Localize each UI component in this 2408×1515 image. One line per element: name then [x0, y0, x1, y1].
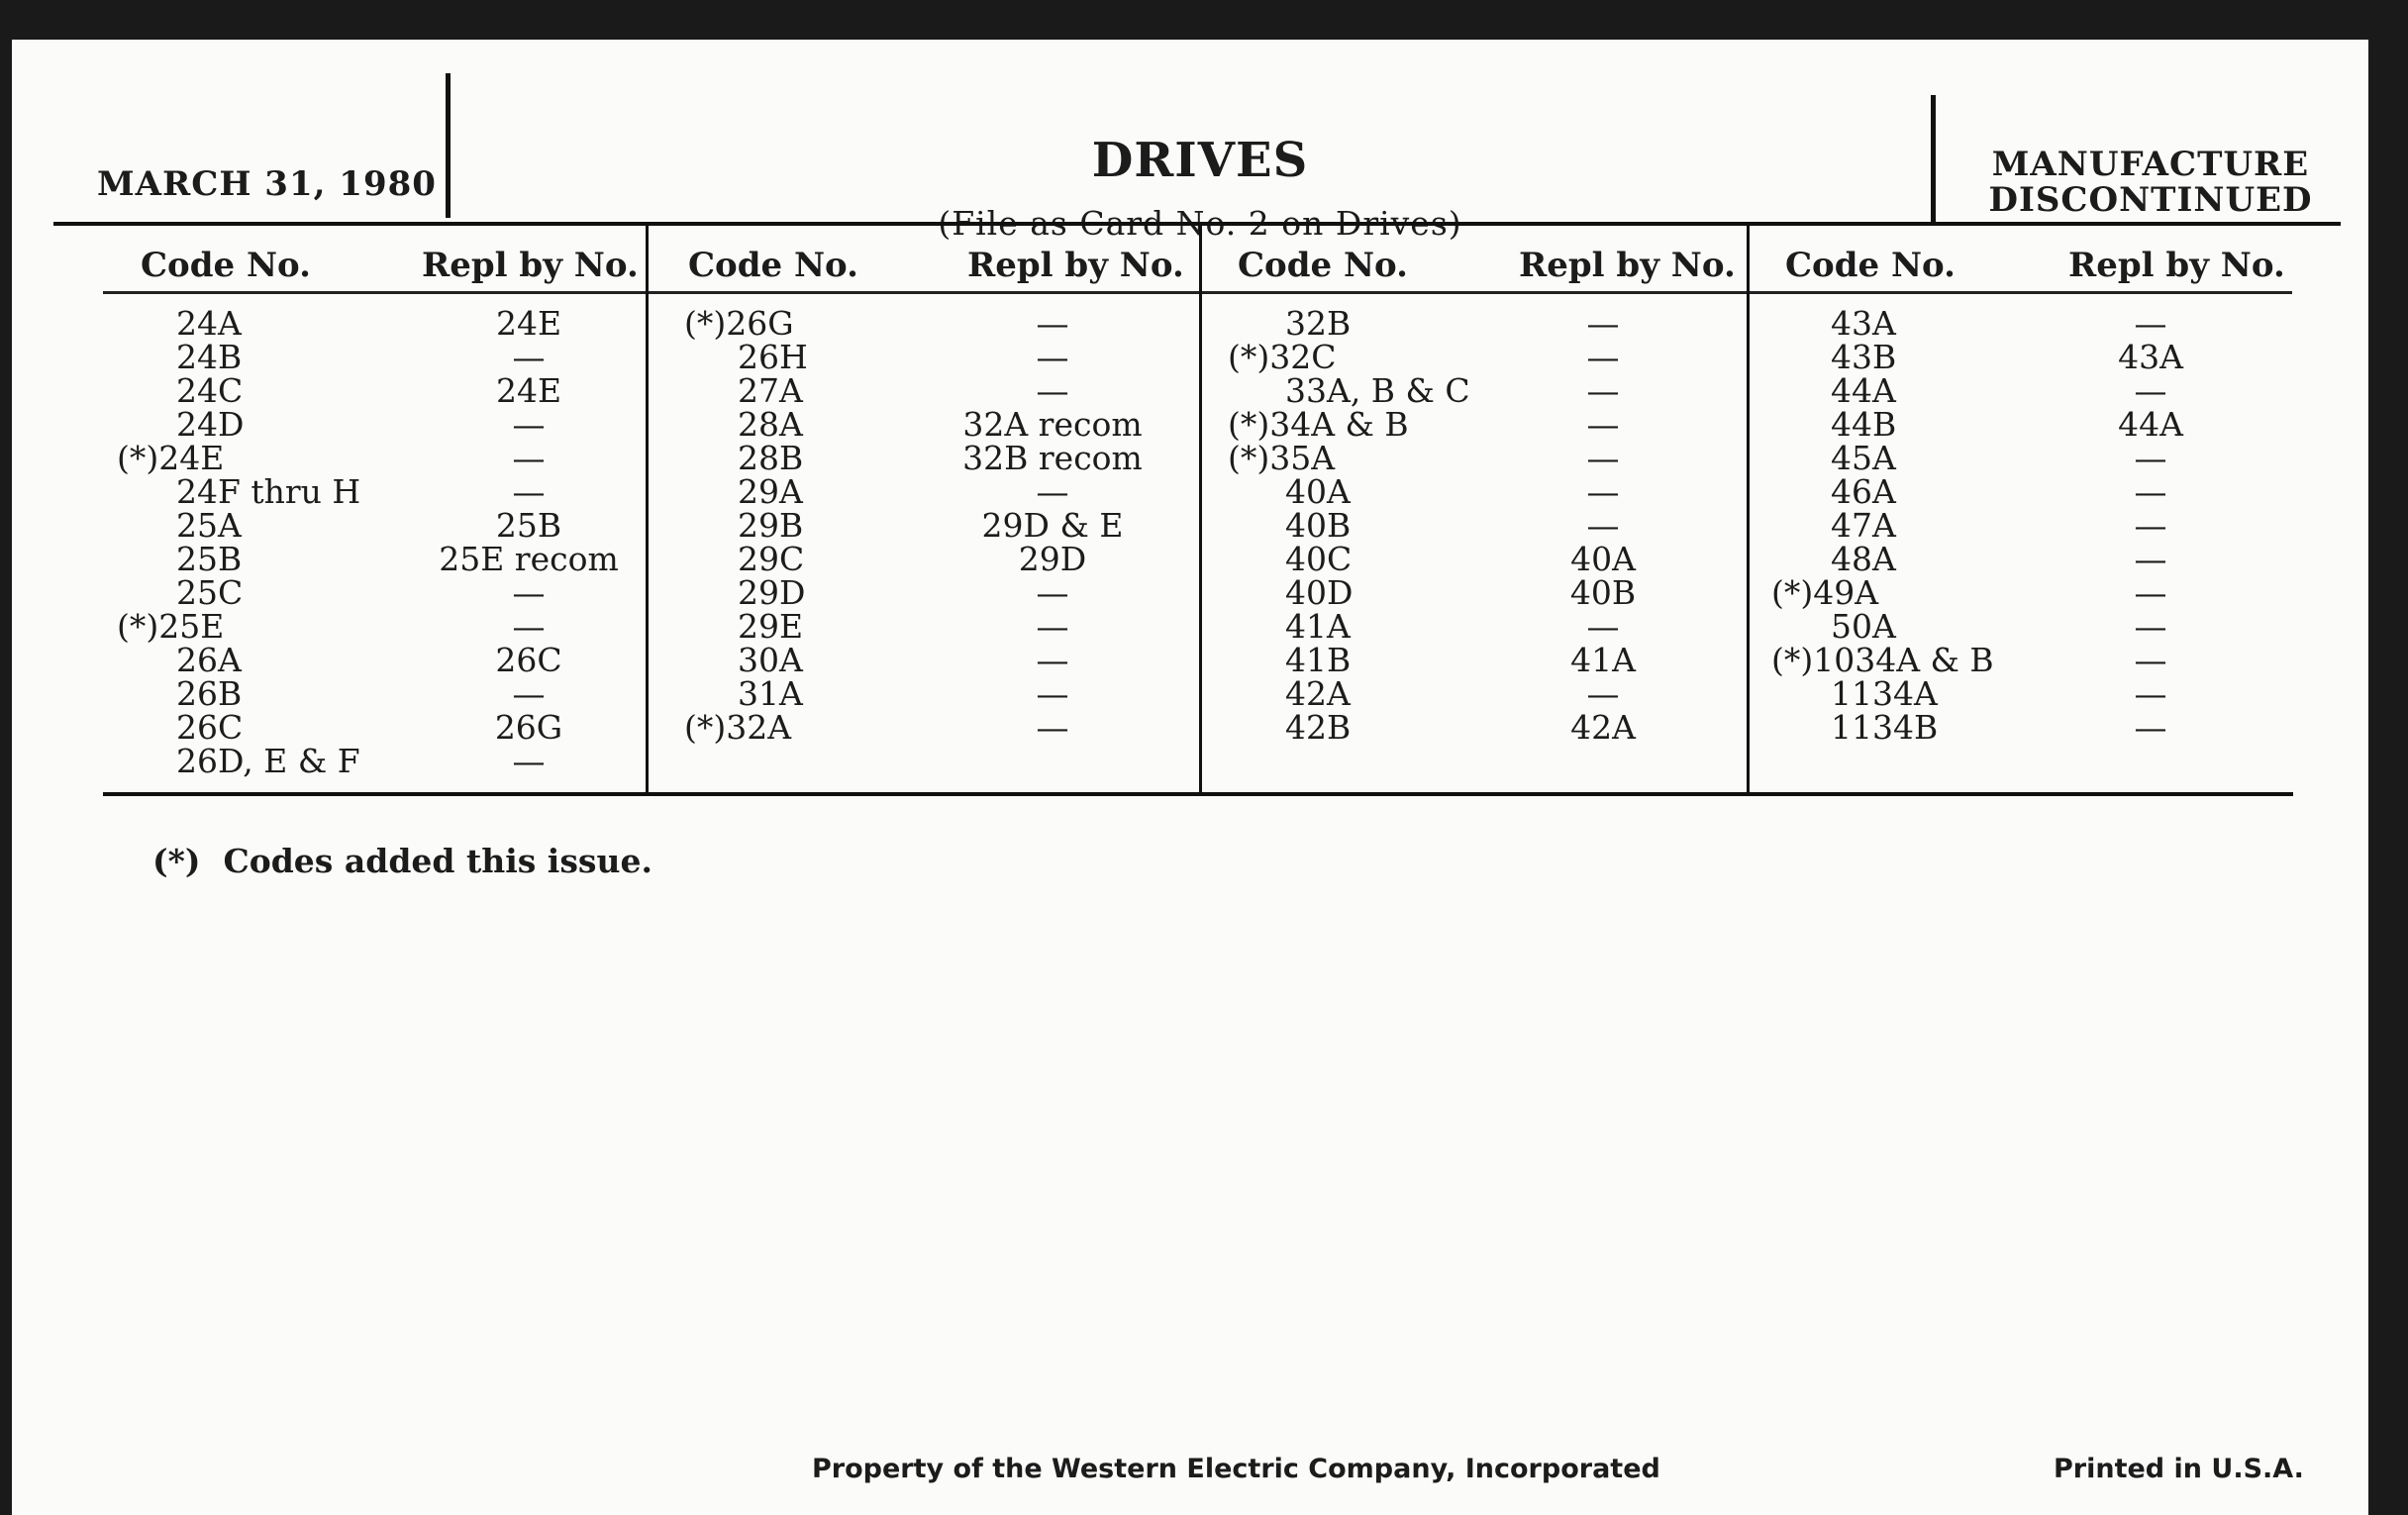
repl-cell: — [512, 338, 546, 376]
page-title: DRIVES [1091, 133, 1309, 188]
repl-cell: — [1586, 371, 1620, 410]
repl-cell: — [2134, 506, 2167, 545]
table-row [1202, 472, 1747, 511]
code-cell: 29A [738, 472, 803, 511]
repl-cell: 41A [1570, 641, 1636, 679]
table-row [1750, 573, 2292, 612]
code-cell: 25B [176, 540, 243, 578]
catalog-card [12, 40, 2368, 1515]
table-row [649, 641, 1199, 679]
repl-cell: — [1586, 506, 1620, 545]
status-line-1: MANUFACTURE [1991, 145, 2310, 184]
table-row [649, 472, 1199, 511]
table-row [103, 573, 646, 612]
code-cell: 40C [1285, 540, 1353, 578]
table-row [103, 641, 646, 679]
repl-cell: — [512, 472, 546, 511]
repl-cell: 42A [1570, 708, 1636, 747]
code-cell: (*)35A [1228, 439, 1336, 477]
property-notice: Property of the Western Electric Company, Incorporated [812, 1454, 1660, 1484]
code-cell: 44A [1831, 371, 1896, 410]
repl-cell: — [512, 674, 546, 713]
code-cell: (*)34A & B [1228, 405, 1409, 444]
repl-cell: — [1586, 674, 1620, 713]
code-cell: (*)24E [117, 439, 225, 477]
repl-cell: 29D & E [981, 506, 1124, 545]
repl-cell: 26C [495, 641, 562, 679]
status-label [1982, 147, 2319, 218]
repl-cell: — [1036, 304, 1069, 343]
code-cell: 40A [1285, 472, 1351, 511]
table-row [649, 304, 1199, 343]
code-cell: 42A [1285, 674, 1351, 713]
column-3 [1202, 226, 1747, 794]
code-cell: 40B [1285, 506, 1352, 545]
code-cell: (*)49A [1771, 573, 1879, 612]
repl-cell: — [1036, 338, 1069, 376]
code-cell: 29D [738, 573, 806, 612]
table-row [1750, 506, 2292, 545]
table-row [1750, 405, 2292, 444]
code-cell: 24F thru H [176, 472, 361, 511]
code-cell: (*)25E [117, 607, 225, 646]
code-cell: 40D [1285, 573, 1354, 612]
repl-cell: 44A [2118, 405, 2183, 444]
repl-cell: — [1586, 304, 1620, 343]
code-cell: 45A [1831, 439, 1896, 477]
footnote: (*) Codes added this issue. [152, 842, 652, 880]
repl-cell: — [2134, 573, 2167, 612]
code-cell: 28B [738, 439, 804, 477]
code-cell: 42B [1285, 708, 1352, 747]
code-cell: 46A [1831, 472, 1896, 511]
code-cell: 24A [176, 304, 242, 343]
repl-cell: 24E [495, 304, 562, 343]
code-cell: 50A [1831, 607, 1896, 646]
repl-cell: — [2134, 641, 2167, 679]
code-header: Code No. [688, 246, 858, 285]
repl-cell: — [2134, 472, 2167, 511]
table-row [1202, 641, 1747, 679]
code-header: Code No. [1238, 246, 1408, 285]
repl-cell: — [1586, 405, 1620, 444]
table-row [649, 506, 1199, 545]
repl-cell: — [1586, 439, 1620, 477]
table-row [1202, 573, 1747, 612]
repl-cell: — [1586, 338, 1620, 376]
code-cell: (*)26G [684, 304, 794, 343]
table-row [649, 708, 1199, 747]
table-row [649, 371, 1199, 410]
repl-cell: — [1036, 371, 1069, 410]
table-row [649, 338, 1199, 376]
table-row [103, 472, 646, 511]
column-4 [1750, 226, 2292, 794]
code-cell: 26A [176, 641, 242, 679]
repl-cell: 40B [1569, 573, 1637, 612]
table-row [1750, 371, 2292, 410]
code-cell: 47A [1831, 506, 1896, 545]
repl-cell: 43A [2118, 338, 2183, 376]
header-divider-left [446, 73, 451, 218]
repl-cell: — [2134, 708, 2167, 747]
table-row [103, 371, 646, 410]
code-cell: 44B [1831, 405, 1897, 444]
code-cell: 26H [738, 338, 808, 376]
repl-cell: — [1036, 708, 1069, 747]
table-row [1202, 304, 1747, 343]
repl-cell: — [1036, 607, 1069, 646]
repl-cell: 26G [494, 708, 563, 747]
table-row [649, 439, 1199, 477]
repl-cell: — [1036, 674, 1069, 713]
code-header: Code No. [1785, 246, 1956, 285]
table-row [1202, 506, 1747, 545]
code-cell: 43B [1831, 338, 1897, 376]
table-row [649, 405, 1199, 444]
table-row [103, 338, 646, 376]
code-cell: 27A [738, 371, 803, 410]
table-row [1202, 607, 1747, 646]
repl-cell: 25E recom [439, 540, 619, 578]
repl-cell: — [1586, 472, 1620, 511]
table-row [103, 540, 646, 578]
table-row [1750, 439, 2292, 477]
table-row [1202, 540, 1747, 578]
code-cell: 33A, B & C [1285, 371, 1470, 410]
repl-cell: — [2134, 540, 2167, 578]
code-cell: 32B [1285, 304, 1352, 343]
code-cell: 29B [738, 506, 804, 545]
table-row [1750, 540, 2292, 578]
repl-cell: — [1036, 641, 1069, 679]
code-cell: 24C [176, 371, 244, 410]
table-row [1750, 607, 2292, 646]
table-row [1750, 338, 2292, 376]
repl-cell: 25B [495, 506, 562, 545]
repl-cell: 32A recom [962, 405, 1143, 444]
table-row [1750, 708, 2292, 747]
repl-header: Repl by No. [2068, 246, 2285, 285]
repl-cell: — [512, 607, 546, 646]
code-cell: 29E [738, 607, 804, 646]
repl-cell: — [1586, 607, 1620, 646]
table-row [649, 607, 1199, 646]
table-row [103, 304, 646, 343]
column-2 [649, 226, 1199, 794]
repl-header: Repl by No. [422, 246, 639, 285]
code-cell: 41B [1285, 641, 1352, 679]
code-cell: (*)32C [1228, 338, 1337, 376]
table-row [103, 439, 646, 477]
code-cell: 25A [176, 506, 242, 545]
header-divider-right [1931, 95, 1936, 222]
table-row [103, 742, 646, 780]
table-row [1202, 338, 1747, 376]
table-row [103, 708, 646, 747]
repl-cell: — [512, 742, 546, 780]
issue-date: MARCH 31, 1980 [97, 164, 437, 204]
column-1 [103, 226, 646, 794]
repl-cell: 29D [1018, 540, 1087, 578]
table-row [1202, 371, 1747, 410]
repl-cell: — [2134, 674, 2167, 713]
code-cell: 29C [738, 540, 805, 578]
repl-cell: 32B recom [962, 439, 1143, 477]
code-cell: 24D [176, 405, 245, 444]
table-row [1202, 439, 1747, 477]
repl-cell: — [512, 573, 546, 612]
repl-cell: — [1036, 472, 1069, 511]
code-cell: 26C [176, 708, 244, 747]
code-cell: 30A [738, 641, 803, 679]
repl-cell: — [2134, 371, 2167, 410]
repl-cell: — [1036, 573, 1069, 612]
table-row [1202, 708, 1747, 747]
repl-cell: — [512, 405, 546, 444]
code-cell: 25C [176, 573, 244, 612]
code-cell: 43A [1831, 304, 1896, 343]
code-cell: 24B [176, 338, 243, 376]
repl-cell: — [2134, 439, 2167, 477]
code-cell: 26B [176, 674, 243, 713]
repl-cell: — [2134, 304, 2167, 343]
repl-cell: — [512, 439, 546, 477]
table-row [103, 506, 646, 545]
repl-cell: 24E [495, 371, 562, 410]
table-row [1750, 304, 2292, 343]
table-row [649, 674, 1199, 713]
table-row [1750, 641, 2292, 679]
code-cell: (*)32A [684, 708, 792, 747]
table-row [103, 405, 646, 444]
table-row [1750, 472, 2292, 511]
code-cell: 1134B [1831, 708, 1939, 747]
repl-cell: 40A [1570, 540, 1636, 578]
code-cell: 26D, E & F [176, 742, 360, 780]
status-line-2: DISCONTINUED [1988, 180, 2313, 220]
repl-header: Repl by No. [1519, 246, 1736, 285]
code-cell: 1134A [1831, 674, 1938, 713]
code-header: Code No. [141, 246, 311, 285]
table-row [649, 540, 1199, 578]
table-row [1750, 674, 2292, 713]
table-row [103, 607, 646, 646]
repl-cell: — [2134, 607, 2167, 646]
table-row [1202, 405, 1747, 444]
code-cell: 41A [1285, 607, 1351, 646]
code-cell: (*)1034A & B [1771, 641, 1994, 679]
printed-in-label: Printed in U.S.A. [2054, 1454, 2304, 1484]
table-row [649, 573, 1199, 612]
code-cell: 31A [738, 674, 803, 713]
table-row [1202, 674, 1747, 713]
code-cell: 48A [1831, 540, 1896, 578]
repl-header: Repl by No. [967, 246, 1184, 285]
table-row [103, 674, 646, 713]
code-cell: 28A [738, 405, 803, 444]
